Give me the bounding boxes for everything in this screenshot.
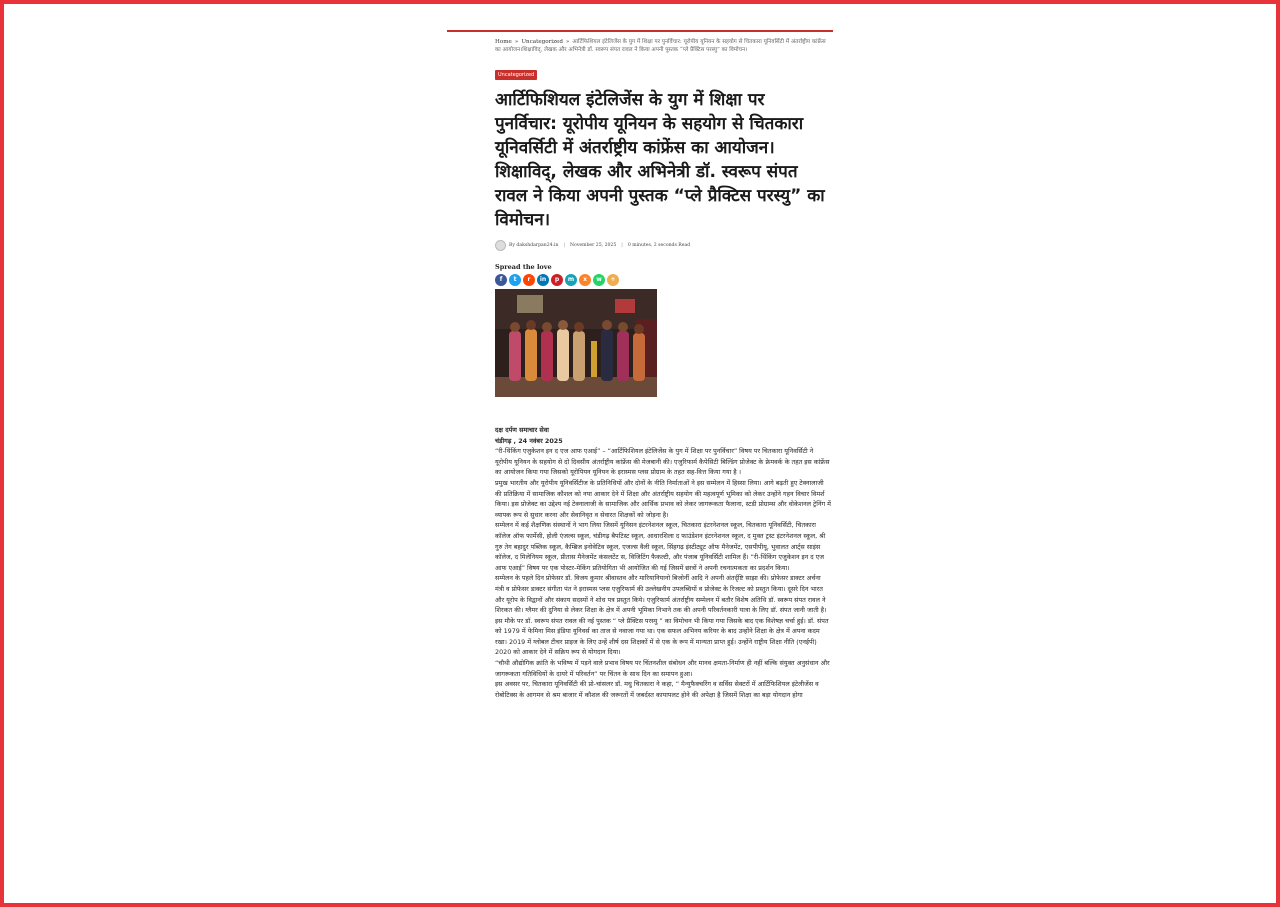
breadcrumb-home-link[interactable]: Home [495, 39, 512, 45]
article-page [447, 30, 833, 876]
meta-divider: | [563, 243, 566, 248]
paragraph: “चौथी औद्योगिक क्रांति के भविष्य में पड़ने वाले प्रभाव विषय पर चिंतनशील संबोधन और मानव क्षमता-निर्माण ही नहीं बल्कि संयुक्त अनुसंधान और जागरूकता गतिविधियों के दायरे में परिवर्तन” पर चिंतन के साथ दिन का समापन हुआ। [495, 659, 830, 678]
chevron-right-icon: » [514, 39, 519, 45]
mewe-icon[interactable]: m [565, 274, 577, 286]
paragraph: प्रमुख भारतीय और यूरोपीय यूनिवर्सिटीज के प्रतिनिधियों और दोनों के नीति निर्माताओं ने इस सम्मेलन में हिस्सा लिया। आगे बढ़ती हुए टेक्नालाजी की प्रतिक्रिया में सामाजिक कौशल को नया आकार देने में शिक्षा और अंतर्राष्ट्रीय सहयोग की महत्वपूर्ण भूमिका को लेकर उन्होंने गहन विचार विमर्श किया। इस प्रोजेक्ट का उद्देश्य नई टेक्नालाजी के सामाजिक और आर्थिक प्रभाव को लेकर जागरूकता फैलाना, स्टडी प्रोग्राम्स और वोकेशनल ट्रेनिंग में व्यापक रूप से सुधार करना और सेवानिवृत व सेवारत शिक्षकों को जोड़ना है। [495, 478, 831, 519]
pinterest-icon[interactable]: p [551, 274, 563, 286]
article-body [495, 425, 831, 700]
category-badge[interactable]: Uncategorized [495, 70, 537, 80]
paragraph: “री-थिंकिंग एजुकेशन इन द एज आफ एआई” – “आर्टिफिशियल इंटेलिजेंस के युग में शिक्षा पर पुनर्विचार” विषय पर चितकारा यूनिवर्सिटी ने यूरोपीय यूनियन के सहयोग से दो दिवसीय अंतर्राष्ट्रीय कांफ्रेंस की मेजबानी की। एजुरिफार्म कैपेसिटी बिल्डिंग प्रोजेक्ट के फ्रेमवर्क के तहत इस कांफ्रेंस का आयोजन किया गया जिसको यूरोपियन यूनियन के इरास्मस प्लस प्रोग्राम के तहत सह-वित्त किया गया है । [495, 447, 830, 477]
mix-icon[interactable]: x [579, 274, 591, 286]
article-paragraphs [495, 446, 831, 700]
article-meta [495, 240, 831, 251]
paragraph: इस अवसर पर, चितकारा यूनिवर्सिटी की प्रो-चांसलर डॉ. मधु चितकारा ने कहा, “ मैन्युफैक्चरिंग व सर्विस सेक्टरों में आर्टिफिशियल इंटेलीजेंस व रोबोटिक्स के आगमन से श्रम बाजार में कौशल की जरूरतों में जबर्दस्त कायापलट होने की अपेक्षा है जिसमें शिक्षा का बड़ा योगदान होगा [495, 680, 819, 699]
facebook-icon[interactable]: f [495, 274, 507, 286]
article-title: आर्टिफिशियल इंटेलिजेंस के युग में शिक्षा पर पुनर्विचार: यूरोपीय यूनियन के सहयोग से चितकारा यूनिवर्सिटी में अंतर्राष्ट्रीय कांफ्रेंस का आयोजन।शिक्षाविद्, लेखक और अभिनेत्री डॉ. स्वरूप संपत रावल ने किया अपनी पुस्तक “प्ले प्रैक्टिस परस्यु” का विमोचन। [495, 90, 825, 230]
whatsapp-icon[interactable]: w [593, 274, 605, 286]
news-source: दक्ष दर्पण समाचार सेवा [495, 426, 549, 434]
breadcrumb-current: आर्टिफिशियल इंटेलिजेंस के युग में शिक्षा पर पुनर्विचार: यूरोपीय यूनियन के सहयोग से चितकारा यूनिवर्सिटी में अंतर्राष्ट्रीय कांफ्रेंस का आयोजन।शिक्षाविद्, लेखक और अभिनेत्री डॉ. स्वरूप संपत रावल ने किया अपनी पुस्तक “प्ले प्रैक्टिस परस्यु” का विमोचन। [495, 39, 826, 53]
reddit-icon[interactable]: r [523, 274, 535, 286]
breadcrumb [495, 38, 831, 54]
read-time: 0 minutes, 2 seconds Read [627, 243, 691, 248]
spread-label: Spread the love [495, 263, 552, 271]
publish-date: November 25, 2025 [570, 243, 617, 248]
chevron-right-icon: » [565, 39, 570, 45]
breadcrumb-category-link[interactable]: Uncategorized [521, 39, 563, 45]
article-photo [495, 289, 657, 397]
meta-divider: | [621, 243, 623, 248]
paragraph: सम्मेलन में कई शैक्षणिक संस्थानों ने भाग लिया जिसमें यूनिसन इंटरनेशनल स्कूल, चितकारा इंटरनेशनल स्कूल, चितकारा यूनिवर्सिटी, चितकारा कॉलेज ऑफ फार्मेसी, होली एंजल्स स्कूल, चंडीगढ़ बैपटिस्ट स्कूल, आधारशिला द फाउंडेशन इंटरनेशनल स्कूल, द मुक्त ट्रस्ट इंटरनेशनल स्कूल, श्री गुरु तेग बहादुर पब्लिक स्कूल, कैम्ब्रिज इनोवेटिव स्कूल, एजल्स वैली स्कूल, सिंहगढ़ इंस्टीट्यूट ऑफ मैनेजमेंट, एसपीपीयू, भुवालत आर्ट्स साइंस कॉलेज, द मिलेनियम स्कूल, प्रीतास मैनेजमेंट कंसलटेंट स, विजिटिंग फैकल्टी, और पंजाब यूनिवर्सिटी शामिल हैं। “री-थिंकिंग एजुकेशन इन द एज आफ एआई” विषय पर एक पोस्टर-मेकिंग प्रतियोगिता भी आयोजित की गई जिसमें छात्रों ने अपनी रचनात्मकता का प्रदर्शन किया। [495, 521, 826, 572]
avatar [495, 240, 506, 251]
dateline: चंडीगढ़ , 24 नवंबर 2025 [495, 436, 563, 445]
twitter-icon[interactable]: t [509, 274, 521, 286]
author-link[interactable]: By dakshdarpan24.in [509, 243, 559, 248]
event-photo-graphic [495, 289, 657, 397]
more-icon[interactable]: + [607, 274, 619, 286]
paragraph: इस मौके पर डॉ. स्वरूप संपत रावल की नई पुस्तक “ प्ले प्रैक्टिस परस्यु ” का विमोचन भी किया गया जिसके बाद एक विशेषज्ञ चर्चा हुई। डॉ. संपत को 1979 में फेमिना मिस इंडिया यूनिवर्स का ताज से नवाजा गया था। एक सफल अभिनय करियर के बाद उन्होंने शिक्षा के क्षेत्र में अपना कदम रखा। 2019 में ग्लोबल टीचर प्राइज के लिए उन्हें शीर्ष दस शिक्षकों में से एक के रूप में मान्यता प्राप्त हुई। उन्होंने राष्ट्रीय शिक्षा नीति (एनईपी) 2020 को आकार देने में सक्रिय रूप से योगदान दिया। [495, 616, 829, 657]
linkedin-icon[interactable]: in [537, 274, 549, 286]
share-buttons [495, 274, 831, 286]
paragraph: सम्मेलन के पहले दिन प्रोफेसर डॉ. विजय कुमार श्रीवास्तव और मारियानियानो बिजोर्नी आदि ने अपनी अंतर्दृष्टि साझा की। प्रोफेसर डाक्टर अर्चना मंत्री व प्रोफेसर डाक्टर संगीता पंत ने इरास्मस प्लस एजुरिफार्म की उल्लेखनीय उपलब्धियों व प्रोजेक्ट के रिजल्ट को प्रस्तुत किया। दूसरे दिन भारत और यूरोप के विद्वानों और संकाय सदस्यों ने शोध पत्र प्रस्तुत किये। एजुरिफार्म अंतर्राष्ट्रीय सम्मेलन में बतौर विशेष अतिथि डॉ. स्वरूप संपत रावल ने शिरकत की। ग्लैमर की दुनिया से लेकर शिक्षा के क्षेत्र में अपनी भूमिका निभाने तक की अपनी परिवर्तनकारी यात्रा के लिए डॉ. संपत जानी जाती है। [495, 574, 827, 615]
